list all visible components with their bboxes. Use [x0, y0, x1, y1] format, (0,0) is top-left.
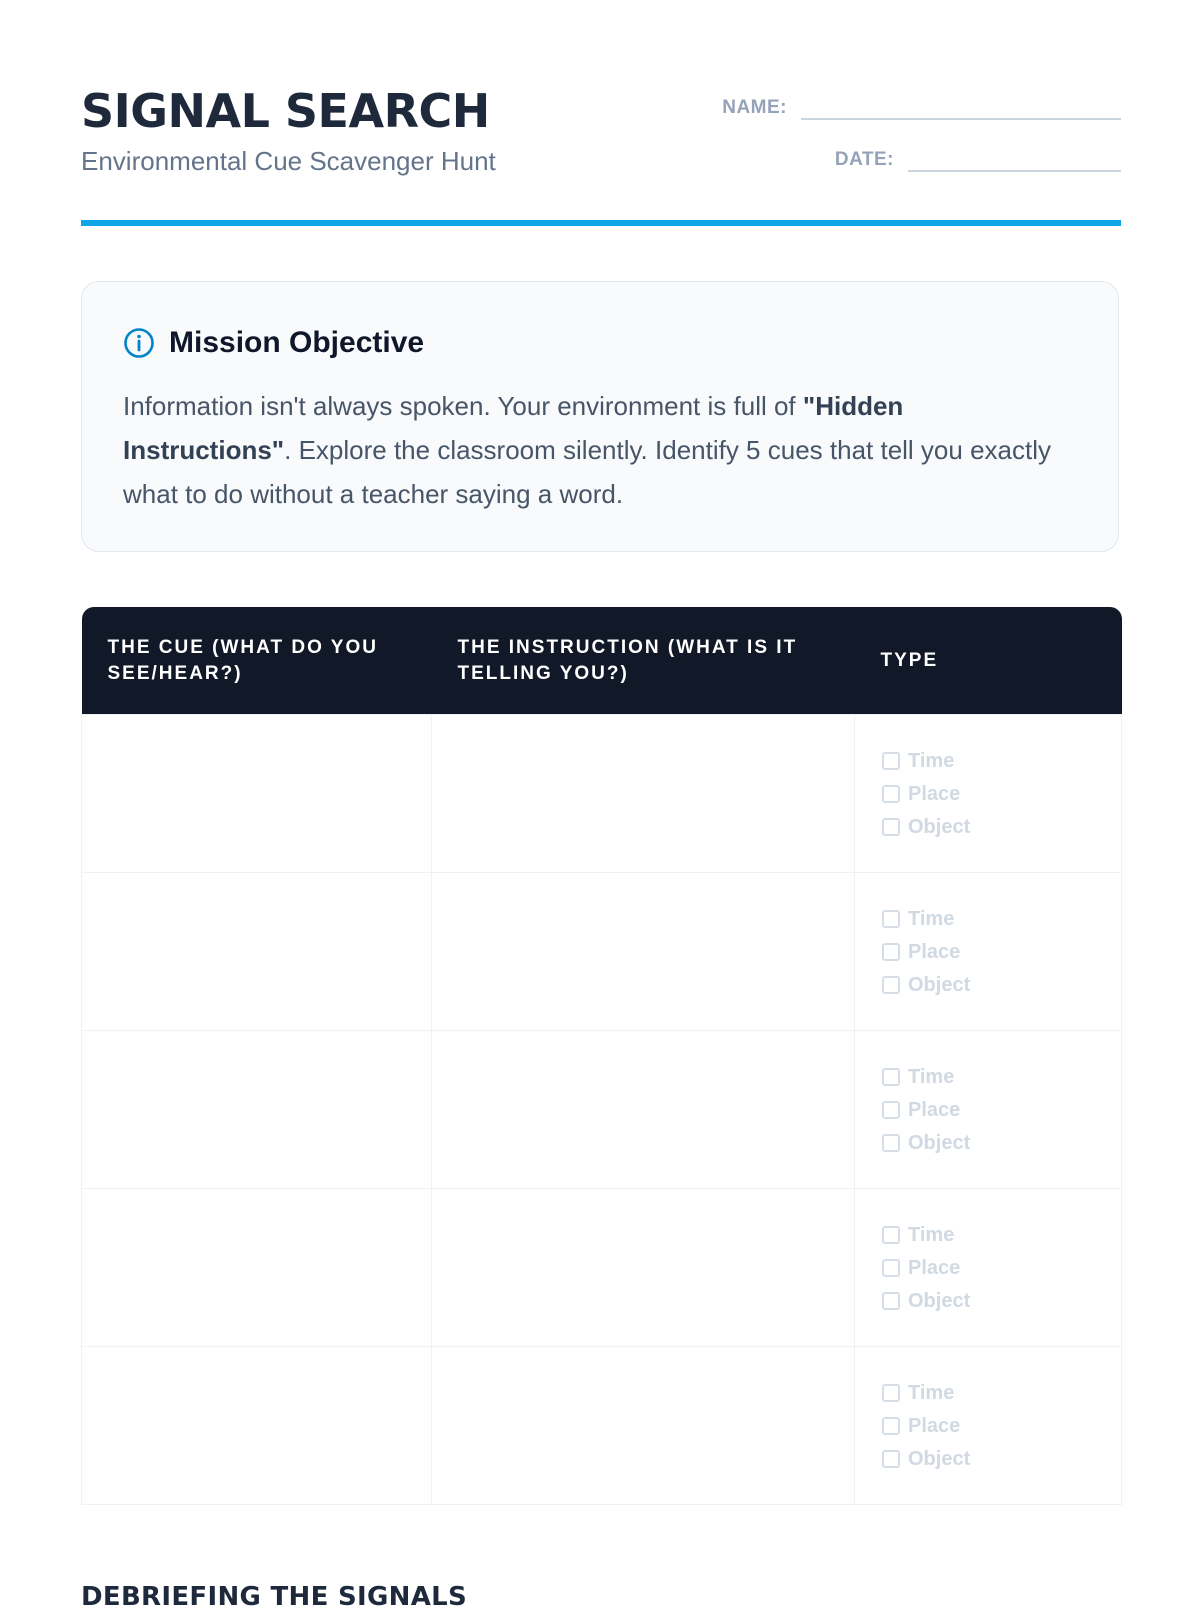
type-option-time[interactable]: [882, 1065, 1094, 1089]
type-checkbox-group: [882, 1381, 1094, 1471]
date-input-line[interactable]: [908, 140, 1121, 172]
column-header-type: TYPE: [855, 607, 1122, 715]
name-input-line[interactable]: [801, 88, 1121, 120]
checkbox-label: Time: [908, 907, 955, 930]
type-cell: [855, 1031, 1122, 1189]
checkbox-label: Object: [908, 1447, 971, 1470]
mission-heading: [123, 326, 424, 360]
checkbox-label: Place: [908, 940, 961, 963]
table-header-row: [82, 607, 1122, 715]
type-option-object[interactable]: [882, 973, 1094, 997]
mission-objective-box: [81, 281, 1119, 552]
checkbox-icon[interactable]: [882, 910, 900, 928]
type-option-place[interactable]: [882, 1414, 1094, 1438]
name-label: NAME:: [722, 97, 787, 118]
checkbox-icon[interactable]: [882, 976, 900, 994]
page-subtitle: Environmental Cue Scavenger Hunt: [81, 146, 496, 176]
type-option-object[interactable]: [882, 815, 1094, 839]
checkbox-label: Place: [908, 1098, 961, 1121]
instruction-cell[interactable]: [432, 1189, 855, 1347]
type-option-place[interactable]: [882, 1256, 1094, 1280]
table-row: [82, 1189, 1122, 1347]
date-label: DATE:: [834, 149, 894, 170]
type-option-time[interactable]: [882, 907, 1094, 931]
mission-text-start: Information isn't always spoken. Your environment is full of: [123, 391, 803, 421]
debrief-heading: DEBRIEFING THE SIGNALS: [81, 1582, 468, 1612]
checkbox-icon[interactable]: [882, 1292, 900, 1310]
worksheet-page: [81, 0, 1121, 1612]
checkbox-icon[interactable]: [882, 1226, 900, 1244]
cue-cell[interactable]: [82, 1031, 432, 1189]
header-divider: [81, 220, 1121, 226]
checkbox-label: Object: [908, 973, 971, 996]
type-checkbox-group: [882, 749, 1094, 839]
checkbox-icon[interactable]: [882, 785, 900, 803]
type-option-time[interactable]: [882, 1381, 1094, 1405]
checkbox-icon[interactable]: [882, 1384, 900, 1402]
checkbox-label: Object: [908, 1289, 971, 1312]
table-row: [82, 715, 1122, 873]
type-cell: [855, 873, 1122, 1031]
date-field: [835, 140, 1121, 172]
type-cell: [855, 1189, 1122, 1347]
type-option-place[interactable]: [882, 940, 1094, 964]
type-cell: [855, 715, 1122, 873]
checkbox-label: Time: [908, 1065, 955, 1088]
type-option-time[interactable]: [882, 1223, 1094, 1247]
type-checkbox-group: [882, 907, 1094, 997]
checkbox-icon[interactable]: [882, 1134, 900, 1152]
type-option-time[interactable]: [882, 749, 1094, 773]
cue-table: [81, 607, 1122, 1505]
mission-text-bold: "Hidden Instructions": [123, 391, 904, 465]
checkbox-label: Place: [908, 1256, 961, 1279]
name-field: [722, 88, 1121, 120]
type-cell: [855, 1347, 1122, 1505]
instruction-cell[interactable]: [432, 715, 855, 873]
table-row: [82, 1031, 1122, 1189]
checkbox-icon[interactable]: [882, 1417, 900, 1435]
type-option-object[interactable]: [882, 1447, 1094, 1471]
checkbox-label: Place: [908, 1414, 961, 1437]
cue-cell[interactable]: [82, 1347, 432, 1505]
instruction-cell[interactable]: [432, 1347, 855, 1505]
type-checkbox-group: [882, 1065, 1094, 1155]
table-row: [82, 1347, 1122, 1505]
checkbox-label: Object: [908, 1131, 971, 1154]
table-row: [82, 873, 1122, 1031]
instruction-cell[interactable]: [432, 873, 855, 1031]
checkbox-label: Time: [908, 749, 955, 772]
checkbox-label: Time: [908, 1381, 955, 1404]
checkbox-icon[interactable]: [882, 1101, 900, 1119]
page-title: SIGNAL SEARCH: [81, 84, 490, 138]
info-icon: [123, 327, 155, 359]
column-header-instruction: THE INSTRUCTION (WHAT IS IT TELLING YOU?): [432, 607, 855, 715]
checkbox-icon[interactable]: [882, 752, 900, 770]
checkbox-label: Time: [908, 1223, 955, 1246]
mission-text: [123, 384, 1073, 516]
checkbox-icon[interactable]: [882, 1259, 900, 1277]
type-checkbox-group: [882, 1223, 1094, 1313]
type-option-object[interactable]: [882, 1131, 1094, 1155]
checkbox-label: Place: [908, 782, 961, 805]
checkbox-icon[interactable]: [882, 818, 900, 836]
cue-cell[interactable]: [82, 1189, 432, 1347]
checkbox-icon[interactable]: [882, 943, 900, 961]
cue-cell[interactable]: [82, 715, 432, 873]
column-header-cue: THE CUE (WHAT DO YOU SEE/HEAR?): [82, 607, 432, 715]
type-option-place[interactable]: [882, 1098, 1094, 1122]
mission-title: Mission Objective: [169, 326, 425, 359]
instruction-cell[interactable]: [432, 1031, 855, 1189]
type-option-place[interactable]: [882, 782, 1094, 806]
cue-cell[interactable]: [82, 873, 432, 1031]
mission-text-end: . Explore the classroom silently. Identify 5 cues that tell you exactly what to do without a teacher saying a word.: [123, 435, 1051, 509]
type-option-object[interactable]: [882, 1289, 1094, 1313]
header: [81, 0, 1121, 230]
checkbox-label: Object: [908, 815, 971, 838]
checkbox-icon[interactable]: [882, 1068, 900, 1086]
checkbox-icon[interactable]: [882, 1450, 900, 1468]
